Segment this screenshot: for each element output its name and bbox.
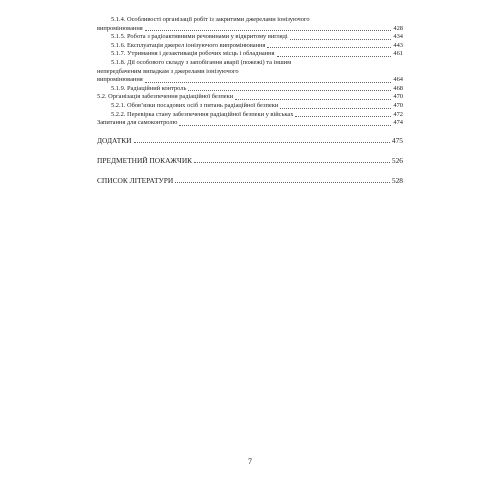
dot-leader [295,116,391,117]
toc-entry-text: випромінювання [97,24,143,32]
dot-leader [277,56,392,57]
dot-leader [188,90,391,91]
toc-page-number: 474 [393,119,403,127]
toc-page-number: 526 [391,155,403,165]
toc-entry-5-1-8 [97,59,403,85]
toc-entry-text: ПРЕДМЕТНИЙ ПОКАЖЧИК [97,155,193,165]
toc-entry-text: ДОДАТКИ [97,135,132,145]
toc-entry-text: 5.1.9. Радіаційний контроль [111,84,187,92]
toc-entry-5-1-9 [97,85,403,94]
toc-entry-text: 5.2.2. Перевірка стану забезпечення радіаційної безпеки у військах [111,110,294,118]
toc-entry-text: 5.2.1. Обов’язки посадових осіб з питань радіаційної безпеки [111,101,279,109]
toc-entry-text: Запитання для самоконтролю [97,119,178,127]
toc-entry-text: 5.2. Організація забезпечення радіаційної безпеки [97,93,234,101]
toc-page-number: 528 [391,175,403,185]
toc-entry-5-2-1 [97,102,403,111]
dot-leader [175,182,390,183]
toc-entry-text: 5.1.5. Робота з радіоактивними речовинами у відкритому вигляді [111,33,288,41]
toc-entry-5-1-5 [97,33,403,42]
toc-page-number: 434 [393,33,403,41]
toc-entry-text: 5.1.7. Утримання і дезактивація робочих місць і обладнання [111,50,275,58]
toc-entry-appendices [97,136,403,145]
toc-entry-5-1-4 [97,16,403,33]
toc-entry-5-1-7 [97,50,403,59]
toc-entry-text: непередбаченим випадкам з джерелами іонізуючого [97,67,239,75]
toc-page-number: 475 [391,135,403,145]
toc-entry-text: 5.1.6. Експлуатація джерел іонізуючого випромінювання [111,41,266,49]
dot-leader [134,142,390,143]
toc-entry-5-2-2 [97,111,403,120]
toc-entry-text: 5.1.8. Дії особового складу з запобігання аварії (пожежі) та іншим [111,58,292,66]
toc-entry-text: СПИСОК ЛІТЕРАТУРИ [97,175,174,185]
page-number: 7 [248,457,252,466]
dot-leader [280,108,391,109]
dot-leader [145,82,392,83]
toc-page-number: 464 [393,76,403,84]
toc-entry-5-2 [97,93,403,102]
toc-page-number: 443 [393,41,403,49]
dot-leader [267,47,391,48]
dot-leader [179,125,391,126]
toc-entry-subject-index [97,156,403,165]
toc-entry-references [97,176,403,185]
toc-entry-text: 5.1.4. Особливості організації робіт із закритими джерелами іонізуючого [111,16,310,23]
toc-entry-5-1-6 [97,42,403,51]
toc-entry-questions [97,119,403,128]
dot-leader [235,99,391,100]
toc-page-number: 472 [393,110,403,118]
toc-entry-text: випромінювання [97,76,143,84]
toc-page-number: 468 [393,84,403,92]
toc-page-number: 428 [393,24,403,32]
dot-leader [290,39,392,40]
dot-leader [145,30,392,31]
toc-page-number: 470 [393,93,403,101]
dot-leader [194,162,390,163]
toc-page-number: 470 [393,101,403,109]
toc-page-number: 461 [393,50,403,58]
table-of-contents [97,16,403,185]
